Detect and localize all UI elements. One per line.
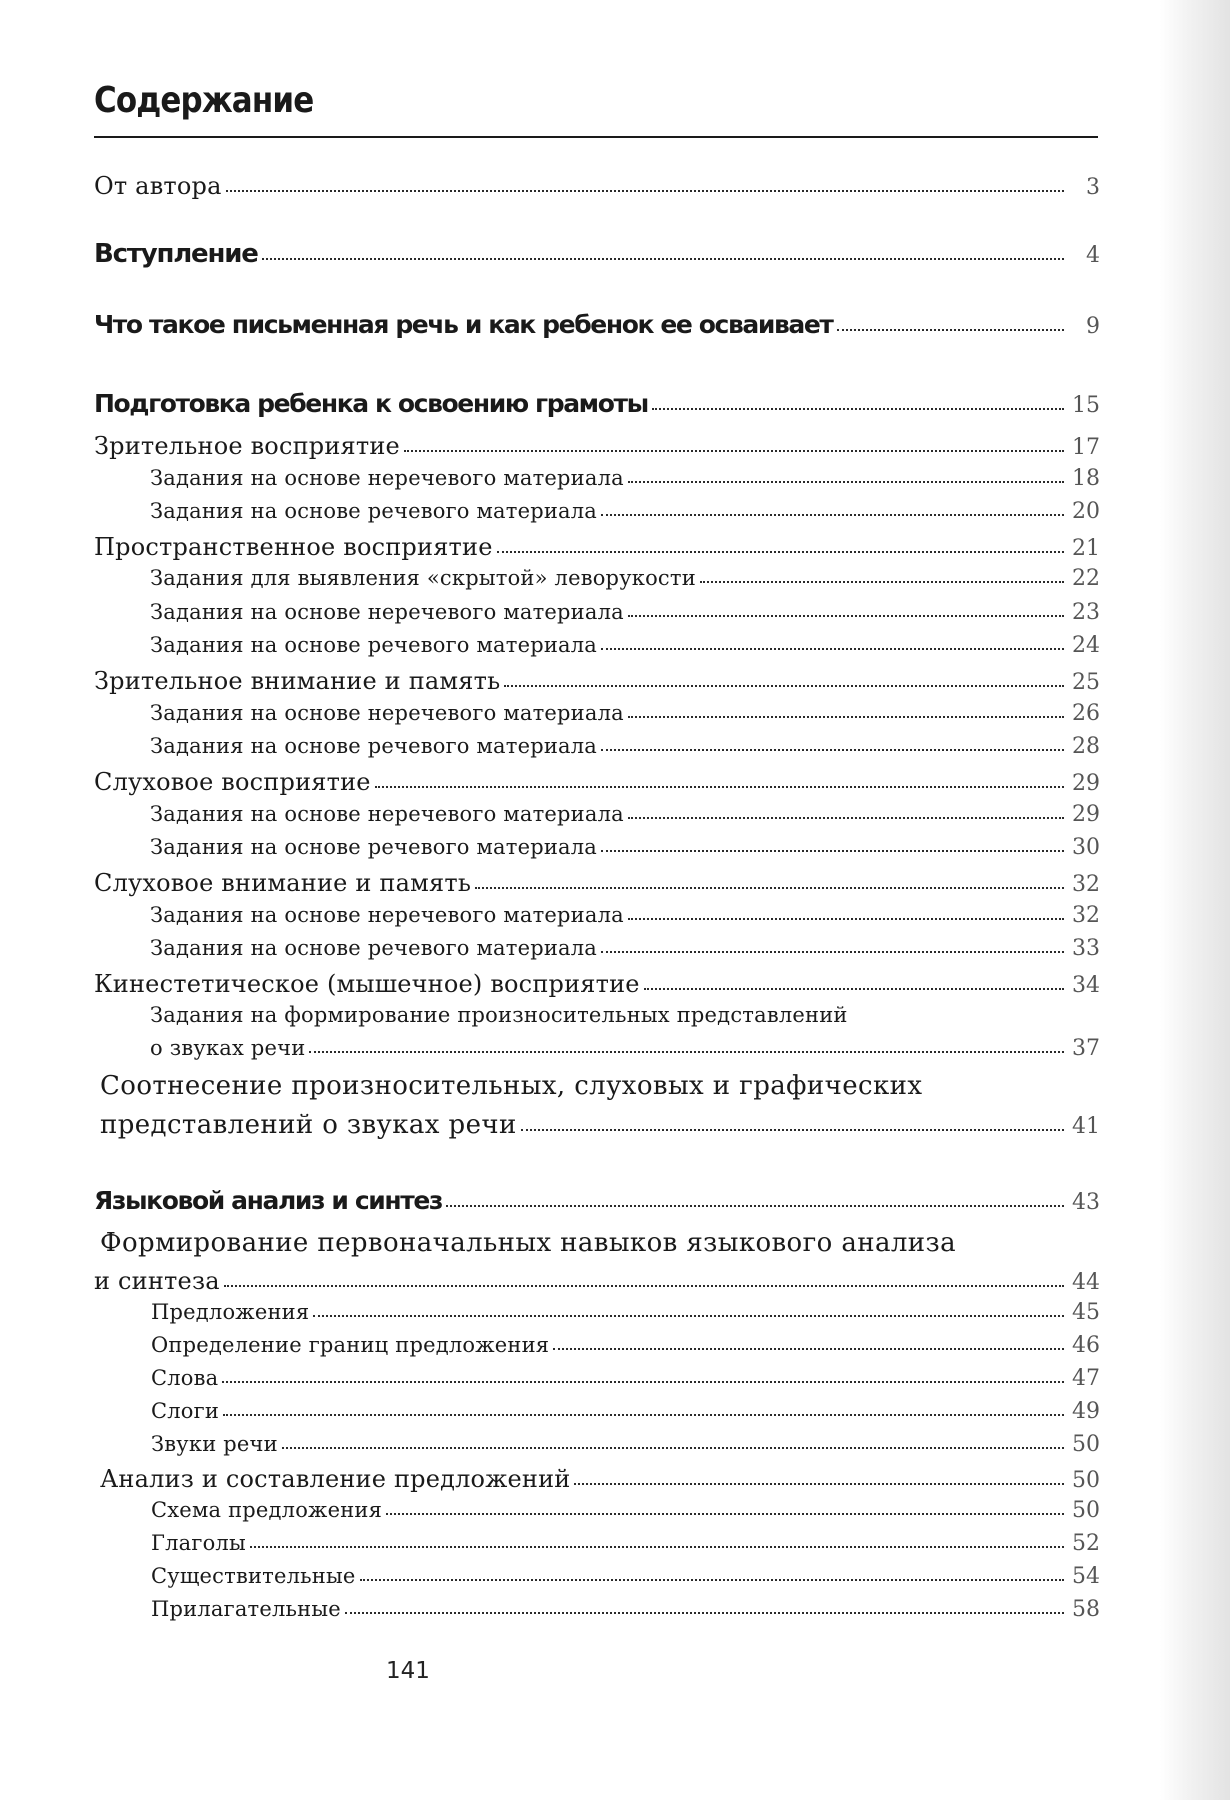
toc-subentry[interactable]	[94, 936, 1100, 966]
toc-entry-title: Зрительное внимание и память	[94, 667, 501, 695]
dot-leader	[386, 1497, 1064, 1515]
toc-entry-title: Задания на основе неречевого материала	[150, 466, 624, 490]
dot-leader	[222, 1365, 1064, 1383]
toc-subentry[interactable]	[94, 466, 1100, 496]
toc-entry-title: Задания на основе речевого материала	[150, 835, 598, 859]
dot-leader	[475, 871, 1064, 889]
toc-entry-page: 47	[1072, 1366, 1100, 1391]
toc-entry-page: 50	[1072, 1432, 1100, 1457]
toc-subentry[interactable]	[94, 633, 1100, 663]
toc-entry[interactable]	[94, 667, 1100, 697]
toc-subentry[interactable]	[94, 734, 1100, 764]
dot-leader	[601, 498, 1064, 516]
toc-entry-page: 49	[1072, 1399, 1100, 1424]
toc-entry-page: 25	[1072, 670, 1100, 695]
toc-entry-title: Задания на основе неречевого материала	[150, 701, 624, 725]
toc-subentry[interactable]	[94, 499, 1100, 529]
dot-leader	[262, 242, 1064, 260]
toc-entry-page: 33	[1072, 936, 1100, 961]
toc-entry[interactable]	[94, 389, 1100, 419]
toc-entry-title: Задания на основе речевого материала	[150, 633, 598, 657]
dot-leader	[282, 1431, 1064, 1449]
toc-entry[interactable]	[94, 432, 1100, 462]
toc-entry-page: 24	[1072, 633, 1100, 658]
toc-subentry[interactable]	[94, 1399, 1100, 1429]
toc-entry-page: 50	[1072, 1468, 1100, 1493]
toc-entry[interactable]	[94, 1267, 1100, 1297]
toc-entry-title: Определение границ предложения	[151, 1333, 550, 1357]
dot-leader	[601, 935, 1064, 953]
toc-entry[interactable]	[94, 239, 1100, 269]
toc-entry-title: Схема предложения	[151, 1498, 383, 1522]
toc-entry-title: Звуки речи	[151, 1432, 278, 1456]
dot-leader	[601, 733, 1064, 751]
toc-entry[interactable]	[94, 172, 1100, 202]
dot-leader	[223, 1398, 1064, 1416]
dot-leader	[313, 1299, 1064, 1317]
page-edge-shadow	[1160, 0, 1230, 1800]
toc-entry-page: 44	[1072, 1270, 1100, 1295]
dot-leader	[226, 174, 1064, 192]
toc-entry-title: Задания на основе неречевого материала	[150, 802, 624, 826]
dot-leader	[700, 565, 1064, 583]
toc-entry-title: о звуках речи	[150, 1036, 306, 1060]
toc-entry-page: 32	[1072, 903, 1100, 928]
toc-subentry[interactable]	[94, 1564, 1100, 1594]
dot-leader	[837, 313, 1064, 331]
toc-entry-page: 22	[1072, 566, 1100, 591]
toc-entry-title: Задания на основе речевого материала	[150, 936, 598, 960]
dot-leader	[628, 902, 1064, 920]
toc-entry-page: 58	[1072, 1597, 1100, 1622]
toc-subentry[interactable]	[94, 835, 1100, 865]
toc-subentry[interactable]	[94, 1333, 1100, 1363]
toc-subentry[interactable]	[94, 1432, 1100, 1462]
toc-entry-title: Глаголы	[151, 1531, 246, 1555]
toc-subentry-title-line1[interactable]: Задания на формирование произносительных представлений	[150, 1003, 848, 1027]
toc-entry[interactable]	[94, 533, 1100, 563]
toc-entry-title: Слуховое восприятие	[94, 768, 371, 796]
toc-entry-title: Языковой анализ и синтез	[94, 1186, 443, 1215]
toc-subentry[interactable]	[94, 802, 1100, 832]
table-of-contents	[94, 0, 1100, 1800]
toc-entry-title: Зрительное восприятие	[94, 432, 400, 460]
toc-entry-title: Вступление	[94, 239, 258, 269]
toc-entry-title: Что такое письменная речь и как ребенок ее осваивает	[94, 310, 833, 339]
toc-entry-page: 41	[1072, 1114, 1100, 1139]
dot-leader	[628, 801, 1064, 819]
toc-subentry[interactable]	[94, 1036, 1100, 1066]
toc-entry-title-line1[interactable]: Формирование первоначальных навыков языкового анализа	[100, 1228, 957, 1258]
toc-entry[interactable]	[94, 970, 1100, 1000]
toc-entry-page: 32	[1072, 872, 1100, 897]
toc-entry-page: 52	[1072, 1531, 1100, 1556]
toc-entry-page: 34	[1072, 973, 1100, 998]
toc-entry-page: 3	[1086, 175, 1100, 200]
dot-leader	[601, 632, 1064, 650]
toc-entry-page: 18	[1072, 466, 1100, 491]
toc-entry-page: 29	[1072, 771, 1100, 796]
toc-entry-page: 9	[1086, 314, 1100, 339]
toc-entry[interactable]	[94, 1110, 1100, 1140]
toc-entry-page: 15	[1072, 393, 1100, 418]
dot-leader	[497, 535, 1064, 553]
toc-subentry[interactable]	[94, 600, 1100, 630]
toc-entry-title: Слоги	[151, 1399, 220, 1423]
toc-entry-page: 37	[1072, 1036, 1100, 1061]
toc-entry-page: 54	[1072, 1564, 1100, 1589]
toc-entry-page: 4	[1086, 243, 1100, 268]
toc-entry-page: 30	[1072, 835, 1100, 860]
toc-entry-title: Анализ и составление предложений	[100, 1465, 571, 1493]
toc-subentry[interactable]	[94, 903, 1100, 933]
dot-leader	[446, 1189, 1064, 1207]
toc-entry-title: Слова	[151, 1366, 219, 1390]
toc-entry-title: Задания для выявления «скрытой» леворукости	[150, 566, 696, 590]
toc-entry-page: 23	[1072, 600, 1100, 625]
toc-entry-page: 21	[1072, 536, 1100, 561]
dot-leader	[345, 1596, 1064, 1614]
toc-entry-title: Кинестетическое (мышечное) восприятие	[94, 970, 640, 998]
page-number: 141	[386, 1658, 430, 1684]
toc-entry-title: Подготовка ребенка к освоению грамоты	[94, 389, 648, 418]
toc-subentry[interactable]	[94, 1498, 1100, 1528]
toc-entry-page: 50	[1072, 1498, 1100, 1523]
toc-entry-page: 45	[1072, 1300, 1100, 1325]
toc-entry[interactable]	[94, 1186, 1100, 1216]
toc-entry-page: 29	[1072, 802, 1100, 827]
toc-entry-title: Слуховое внимание и память	[94, 869, 472, 897]
toc-page	[94, 0, 1100, 1800]
toc-entry[interactable]	[94, 1465, 1100, 1495]
toc-subentry[interactable]	[94, 1597, 1100, 1627]
toc-subentry[interactable]	[94, 566, 1100, 596]
toc-subentry[interactable]	[94, 701, 1100, 731]
dot-leader	[404, 434, 1064, 452]
dot-leader	[601, 834, 1064, 852]
dot-leader	[574, 1467, 1064, 1485]
dot-leader	[553, 1332, 1064, 1350]
dot-leader	[628, 599, 1064, 617]
dot-leader	[309, 1035, 1064, 1053]
toc-entry-page: 28	[1072, 734, 1100, 759]
toc-entry-title: Предложения	[151, 1300, 310, 1324]
toc-entry[interactable]	[94, 869, 1100, 899]
toc-entry-title: Задания на основе речевого материала	[150, 499, 598, 523]
toc-subentry[interactable]	[94, 1531, 1100, 1561]
toc-entry-title: Существительные	[151, 1564, 356, 1588]
toc-entry-page: 20	[1072, 499, 1100, 524]
toc-entry-title-line1[interactable]: Соотнесение произносительных, слуховых и графических	[100, 1071, 923, 1101]
dot-leader	[521, 1113, 1064, 1131]
dot-leader	[250, 1530, 1064, 1548]
toc-entry-page: 17	[1072, 435, 1100, 460]
toc-entry-page: 46	[1072, 1333, 1100, 1358]
dot-leader	[375, 770, 1064, 788]
toc-entry[interactable]	[94, 768, 1100, 798]
dot-leader	[360, 1563, 1064, 1581]
toc-subentry[interactable]	[94, 1300, 1100, 1330]
dot-leader	[504, 669, 1064, 687]
page-title: Содержание	[94, 80, 314, 121]
toc-entry-title: Пространственное восприятие	[94, 533, 493, 561]
toc-subentry[interactable]	[94, 1366, 1100, 1396]
dot-leader	[652, 392, 1064, 410]
toc-entry-title: Прилагательные	[151, 1597, 341, 1621]
toc-entry[interactable]	[94, 310, 1100, 340]
dot-leader	[224, 1269, 1064, 1287]
toc-entry-title: и синтеза	[94, 1267, 220, 1295]
dot-leader	[628, 465, 1064, 483]
toc-entry-title: представлений о звуках речи	[100, 1110, 517, 1140]
toc-entry-title: Задания на основе речевого материала	[150, 734, 598, 758]
dot-leader	[644, 972, 1064, 990]
toc-entry-page: 26	[1072, 701, 1100, 726]
toc-entry-title: Задания на основе неречевого материала	[150, 600, 624, 624]
dot-leader	[628, 700, 1064, 718]
toc-entry-title: Задания на основе неречевого материала	[150, 903, 624, 927]
toc-entry-page: 43	[1072, 1190, 1100, 1215]
toc-entry-title: От автора	[94, 172, 222, 200]
